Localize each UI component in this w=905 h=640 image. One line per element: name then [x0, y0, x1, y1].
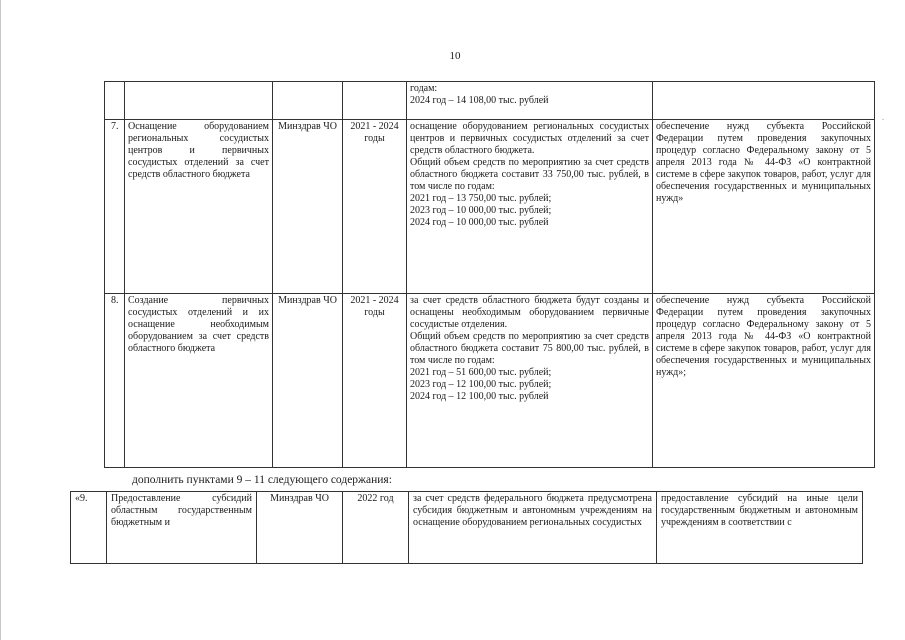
- description-intro: оснащение оборудованием региональных сосудистых центров и первичных сосудистых отделений за счет средств областного бюджета.: [410, 121, 649, 156]
- row-number: 7.: [105, 120, 125, 294]
- cell-empty: [125, 82, 273, 120]
- cell-empty: [273, 82, 343, 120]
- period: 2022 год: [343, 492, 409, 564]
- year-amount: 2021 год – 51 600,00 тыс. рублей;: [410, 367, 552, 378]
- margin-mark: ·: [878, 118, 887, 121]
- measure-description: [407, 294, 653, 468]
- cell-empty: [343, 82, 407, 120]
- measure-name: Предоставление субсидий областным государственным бюджетным и: [107, 492, 257, 564]
- description-total: Общий объем средств по мероприятию за счет средств областного бюджета составит 33 750,00 тыс. рублей, в том числе по годам:: [410, 157, 649, 192]
- executor: Минздрав ЧО: [273, 120, 343, 294]
- measure-purpose: обеспечение нужд субъекта Российской Федерации путем проведения закупочных процедур согласно Федеральному закону от 5 апреля 2013 года № 44-ФЗ «О контрактной системе в сфере закупок товаров, работ, услуг для обеспечения государственных и муниципальных нужд»: [653, 120, 875, 294]
- description-line: 2024 год – 14 108,00 тыс. рублей: [410, 95, 549, 106]
- measure-purpose: обеспечение нужд субъекта Российской Федерации путем проведения закупочных процедур согласно Федеральному закону от 5 апреля 2013 года № 44-ФЗ «О контрактной системе в сфере закупок товаров, работ, услуг для обеспечения государственных и муниципальных нужд»;: [653, 294, 875, 468]
- page-number: 10: [449, 50, 461, 62]
- cell-empty: [653, 82, 875, 120]
- cell-description: [407, 82, 653, 120]
- period: 2021 - 2024 годы: [343, 294, 407, 468]
- executor: Минздрав ЧО: [273, 294, 343, 468]
- year-amount: 2023 год – 10 000,00 тыс. рублей;: [410, 205, 552, 216]
- description-line: годам:: [410, 83, 438, 94]
- measure-purpose: предоставление субсидий на иные цели государственным бюджетным и автономным учреждениям в соответствии с: [657, 492, 863, 564]
- year-amount: 2023 год – 12 100,00 тыс. рублей;: [410, 379, 552, 390]
- amendment-text: дополнить пунктами 9 – 11 следующего содержания:: [132, 474, 392, 486]
- measure-description: [407, 120, 653, 294]
- table-row: [71, 492, 863, 564]
- period: 2021 - 2024 годы: [343, 120, 407, 294]
- year-amount: 2021 год – 13 750,00 тыс. рублей;: [410, 193, 552, 204]
- row-number: 8.: [105, 294, 125, 468]
- table-row: [105, 120, 875, 294]
- description-intro: за счет средств областного бюджета будут созданы и оснащены необходимым оборудованием первичные сосудистые отделения.: [410, 295, 649, 330]
- table-row: [105, 82, 875, 120]
- year-amount: 2024 год – 12 100,00 тыс. рублей: [410, 391, 549, 402]
- measure-name: Создание первичных сосудистых отделений и их оснащение необходимым оборудованием за счет средств областного бюджета: [125, 294, 273, 468]
- page-left-edge: [0, 0, 1, 640]
- cell-empty: [105, 82, 125, 120]
- measure-description: за счет средств федерального бюджета предусмотрена субсидия бюджетным и автономным учреждениям на оснащение оборудованием региональных сосудистых: [409, 492, 657, 564]
- row-number: «9.: [71, 492, 107, 564]
- description-total: Общий объем средств по мероприятию за счет средств областного бюджета составит 75 800,00 тыс. рублей, в том числе по годам:: [410, 331, 649, 366]
- measure-name: Оснащение оборудованием региональных сосудистых центров и первичных сосудистых отделений за счет средств областного бюджета: [125, 120, 273, 294]
- executor: Минздрав ЧО: [257, 492, 343, 564]
- table-row: [105, 294, 875, 468]
- measures-table-new: [70, 491, 863, 564]
- year-amount: 2024 год – 10 000,00 тыс. рублей: [410, 217, 549, 228]
- measures-table-continued: [104, 81, 875, 468]
